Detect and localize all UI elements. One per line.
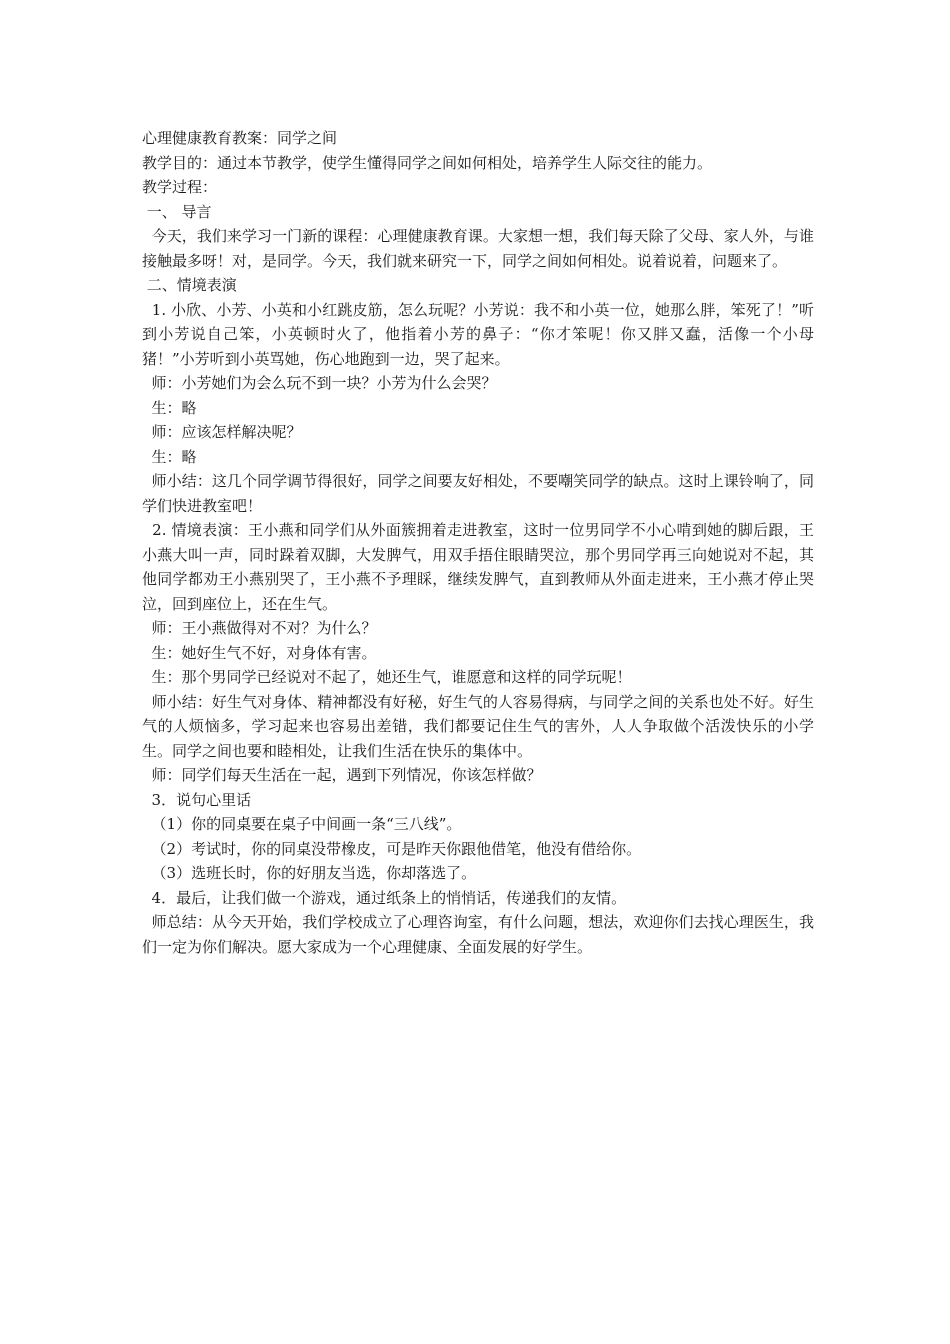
dialogue-line: 师：应该怎样解决呢？: [142, 423, 302, 441]
teacher-summary-paragraph: 师小结：好生气对身体、精神都没有好秘，好生气的人容易得病，与同学之间的关系也处不好。好生气的人烦恼多，学习起来也容易出差错，我们都要记住生气的害外，人人争取做个活泼快乐的小学生。同学之间也要和睦相处，让我们生活在快乐的集体中。: [142, 692, 814, 760]
teacher-conclusion-paragraph: 师总结：从今天开始，我们学校成立了心理咨询室，有什么问题，想法，欢迎你们去找心理医生，我们一定为你们解决。愿大家成为一个心理健康、全面发展的好学生。: [142, 913, 814, 956]
dialogue-line: 生：略: [142, 398, 197, 417]
document-body: [142, 126, 814, 959]
dialogue-line: 生：她好生气不好，对身体有害。: [142, 643, 377, 662]
scenario-2-paragraph: 2. 情境表演：王小燕和同学们从外面簇拥着走进教室，这时一位男同学不小心啃到她的脚后跟，王小燕大叫一声，同时跺着双脚，大发脾气，用双手捂住眼睛哭泣，那个男同学再三向她说对不起，其他同学都劝王小燕别哭了，王小燕不予理睬，继续发脾气，直到教师从外面走进来，王小燕才停止哭泣，回到座位上，还在生气。: [142, 521, 814, 613]
section-heading-introduction: 一、 导言: [142, 202, 212, 221]
scenario-1-paragraph: 1. 小欣、小芳、小英和小红跳皮筋，怎么玩呢？小芳说：我不和小英一位，她那么胖，笨死了！”听到小芳说自己笨，小英顿时火了，他指着小芳的鼻子：“你才笨呢！你又胖又蠢，活像一个小母猪！”小芳听到小英骂她，伤心地跑到一边，哭了起来。: [142, 300, 814, 368]
dialogue-line: 师：同学们每天生活在一起，遇到下列情况，你该怎样做？: [142, 766, 542, 784]
teaching-objective: 教学目的：通过本节教学，使学生懂得同学之间如何相处，培养学生人际交往的能力。: [142, 153, 713, 172]
section-heading-role-play: 二、情境表演: [142, 276, 237, 294]
dialogue-line: 师：小芳她们为会么玩不到一块？小芳为什么会哭？: [142, 374, 497, 392]
teacher-summary-paragraph: 师小结：这几个同学调节得很好，同学之间要友好相处，不要嘲笑同学的缺点。这时上课铃响了，同学们快进教室吧！: [142, 472, 814, 515]
teaching-process-heading: 教学过程：: [142, 178, 218, 196]
document-title: 心理健康教育教案：同学之间: [142, 129, 338, 147]
introduction-paragraph: 今天，我们来学习一门新的课程：心理健康教育课。大家想一想，我们每天除了父母、家人外，与谁接触最多呀！对，是同学。今天，我们就来研究一下，同学之间如何相处。说着说着，问题来了。: [142, 227, 814, 270]
section-heading-heart-words: 3．说句心里话: [142, 790, 252, 809]
dialogue-line: 生：略: [142, 447, 197, 466]
list-item: （3）选班长时，你的好朋友当选，你却落选了。: [142, 864, 477, 882]
list-item: （1）你的同桌要在桌子中间画一条“三八线”。: [142, 815, 462, 833]
dialogue-line: 生：那个男同学已经说对不起了，她还生气，谁愿意和这样的同学玩呢！: [142, 668, 632, 686]
dialogue-line: 师：王小燕做得对不对？为什么？: [142, 619, 377, 637]
game-paragraph: 4．最后，让我们做一个游戏，通过纸条上的悄悄话，传递我们的友情。: [142, 888, 627, 907]
list-item: （2）考试时，你的同桌没带橡皮，可是昨天你跟他借笔，他没有借给你。: [142, 839, 642, 858]
